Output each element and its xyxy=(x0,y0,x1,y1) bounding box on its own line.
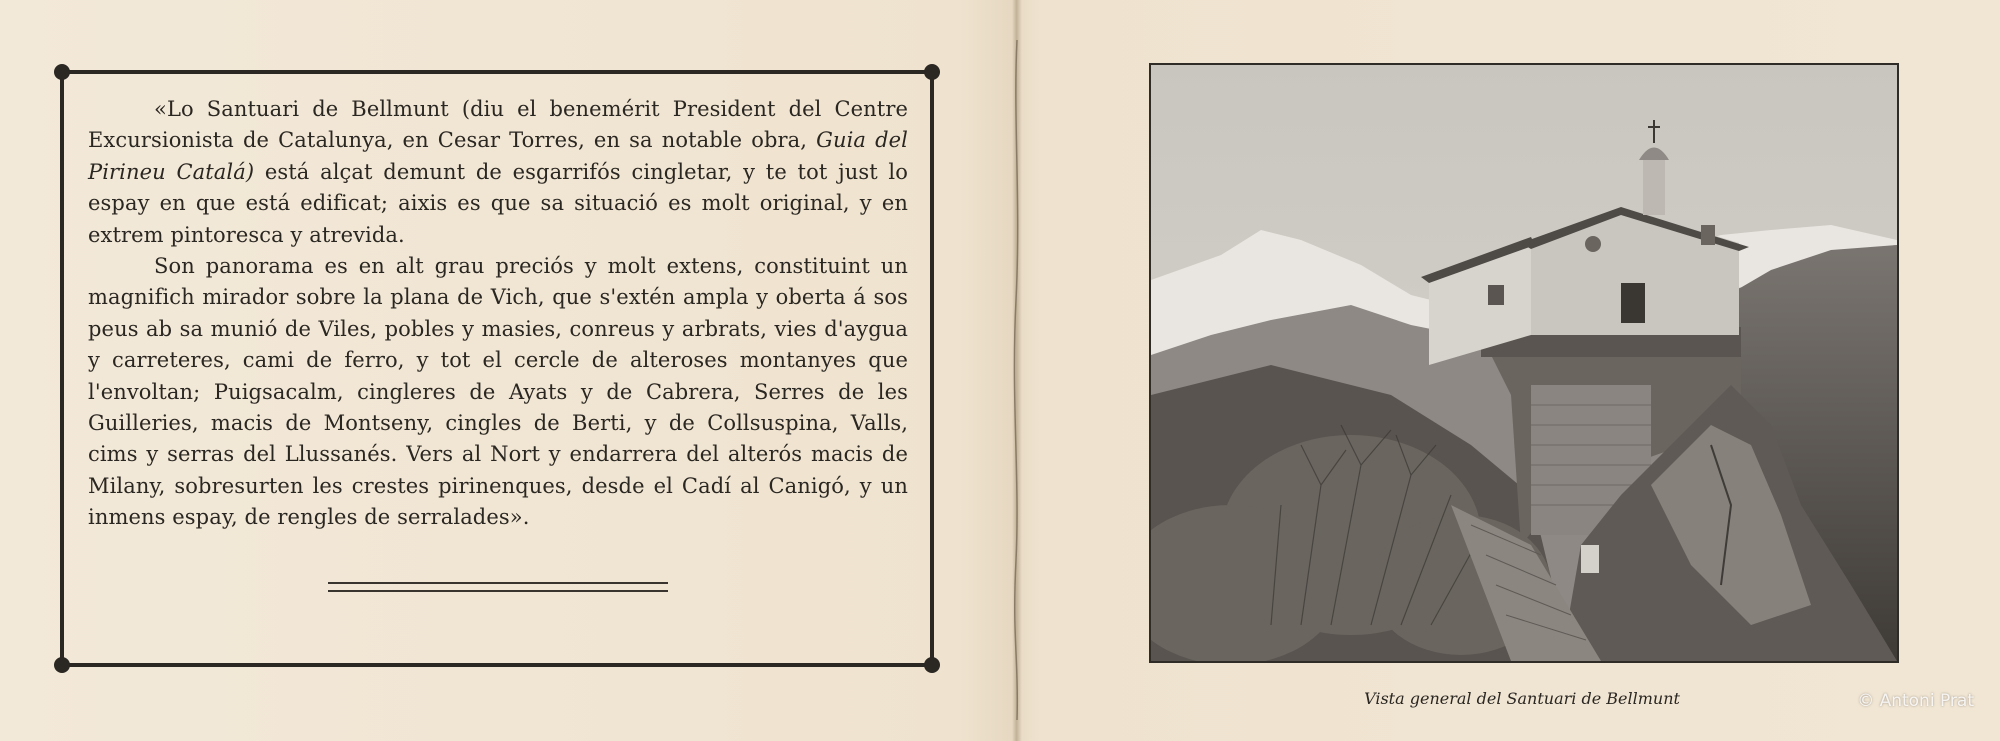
corner-dot xyxy=(54,657,70,673)
sanctuary-photo xyxy=(1149,63,1899,663)
photo-caption: Vista general del Santuari de Bellmunt xyxy=(1364,689,1680,708)
double-rule-divider xyxy=(328,582,668,592)
copyright-watermark: © Antoni Prat xyxy=(1857,691,1974,711)
quote-paragraph-1 xyxy=(88,94,908,251)
quote-paragraph-1-end: está alçat demunt de esgarrifós cingletar, y te tot just lo espay en que está edificat; aixis es que sa situació es molt original, y en extrem pintoresca y atrevida. xyxy=(88,159,908,247)
quote-text xyxy=(88,94,908,534)
quote-paragraph-1-start: «Lo Santuari de Bellmunt (diu el benemérit President del Centre Excursionista de Catalunya, en Cesar Torres, en sa notable obra, xyxy=(88,97,908,153)
corner-dot xyxy=(924,657,940,673)
book-title: Guia del Pirineu Catalá) xyxy=(88,128,908,184)
quote-paragraph-2: Son panorama es en alt grau preciós y molt extens, constituint un magnifich mirador sobre la plana de Vich, que s'extén ampla y oberta á sos peus ab sa munió de Viles, pobles y masies, conreus y arbrats, vies d'aygua y carreteres, cami de ferro, y tot el cercle de alteroses montanyes que l'envoltan; Puigsacalm, cingleres de Ayats y de Cabrera, Serres de les Guilleries, macis de Montseny, cingles de Berti, y de Collsuspina, Valls, cims y serras del Llussanés. Vers al Nort y endarrera del alterós macis de Milany, sobresurten les crestes pirinenques, desde el Cadí al Canigó, y un inmens espay, de rengles de serralades». xyxy=(88,254,908,530)
corner-dot xyxy=(924,64,940,80)
corner-dot xyxy=(54,64,70,80)
